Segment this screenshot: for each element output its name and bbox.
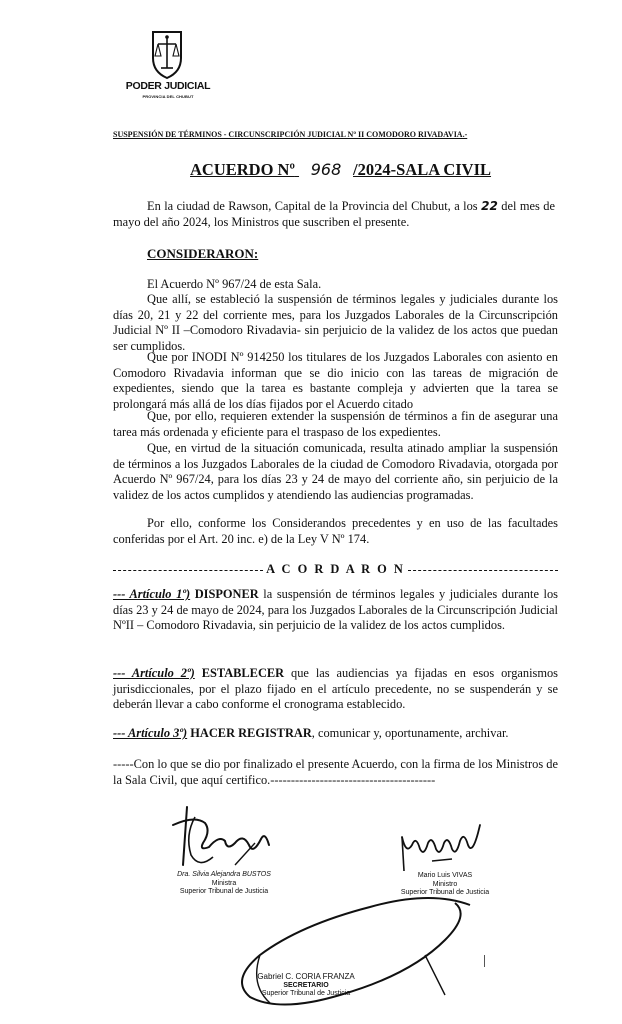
article-2 [113, 666, 558, 713]
article-text: , comunicar y, oportunamente, archivar. [311, 726, 509, 740]
stray-mark [484, 955, 485, 967]
signer-body: Superior Tribunal de Justicia [261, 990, 351, 997]
signer-role: SECRETARIO [283, 981, 329, 989]
intro-paragraph [113, 199, 555, 230]
subject-line: SUSPENSIÓN DE TÉRMINOS - CIRCUNSCRIPCIÓN JUDICIAL Nº II COMODORO RIVADAVIA.- [113, 130, 468, 139]
closing-paragraph: -----Con lo que se dio por finalizado el presente Acuerdo, con la firma de los Ministros de la Sala Civil, que aquí certifico.---------------------------------------- [113, 757, 558, 787]
title-prefix: ACUERDO Nº [190, 160, 295, 179]
consideration-paragraph: Que, por ello, requieren extender la suspensión de términos a fin de asegurar una tarea más ordenada y eficiente para el traspaso de los expedientes. [113, 409, 558, 439]
handwritten-day: 22 [481, 199, 498, 213]
signature-block-coria [252, 973, 360, 999]
considerations-heading: CONSIDERARON: [147, 246, 259, 261]
article-label: --- Artículo 1º) [113, 587, 191, 601]
title-suffix: /2024-SALA CIVIL [353, 160, 492, 179]
divider-line-right [408, 570, 558, 571]
article-keyword: DISPONER [194, 587, 259, 601]
signature-vivas-icon [392, 815, 492, 875]
article-1 [113, 587, 558, 634]
signature-bustos-icon [165, 795, 285, 875]
signer-name: Dra. Silvia Alejandra BUSTOS [177, 871, 271, 878]
consideration-paragraph: Que por INODI Nº 914250 los titulares de los Juzgados Laborales con asiento en Comodoro Rivadavia informan que se dio inicio con las tareas de migración de expedientes, siendo que la tarea es bastante compleja y advierten que la tarea se prolongará más allá de los días fijados por el Acuerdo citado [113, 350, 558, 411]
signer-body: Superior Tribunal de Justicia [400, 889, 490, 896]
signer-body: Superior Tribunal de Justicia [179, 888, 269, 895]
signer-name: Mario Luis VIVAS [417, 872, 473, 879]
article-text: la suspensión de términos legales y judiciales durante los días 23 y 24 de mayo de 2024, para los Juzgados Laborales de la Circunscripción Judicial NºII – Comodoro Rivadavia, sin perjuicio de la validez de los actos cumplidos. [113, 587, 558, 632]
consideration-paragraph: El Acuerdo Nº 967/24 de esta Sala. [147, 277, 322, 291]
article-keyword: HACER REGISTRAR [190, 726, 312, 740]
article-label: --- Artículo 3º) [113, 726, 188, 740]
article-text: que las audiencias ya fijadas en esos organismos jurisdiccionales, por el plazo fijado en el artículo precedente, no se suspenderán y se deberán llevar a cabo conforme el cronograma establecido. [113, 666, 558, 711]
agreed-divider [113, 562, 558, 577]
judicial-scales-logo-icon [147, 28, 187, 80]
signer-name: Gabriel C. CORIA FRANZA [257, 972, 355, 981]
consideration-paragraph: Que allí, se estableció la suspensión de términos legales y judiciales durante los días 20, 21 y 22 del corriente mes, para los Juzgados Laborales de la Circunscripción Judicial Nº II –Comodoro Rivadavia- sin perjuicio de la validez de los actos que puedan ser cumplidos. [113, 292, 558, 353]
article-label: --- Artículo 2º) [113, 666, 195, 680]
intro-text-start: En la ciudad de Rawson, Capital de la Provincia del Chubut, a los [147, 199, 482, 213]
signer-role: Ministra [211, 879, 237, 887]
document-title [190, 160, 491, 180]
article-keyword: ESTABLECER [201, 666, 285, 680]
consideration-paragraph: Que, en virtud de la situación comunicada, resulta atinado ampliar la suspensión de términos a los Juzgados Laborales de la ciudad de Comodoro Rivadavia, otorgada por Acuerdo Nº 967/24, para los días 23 y 24 de mayo del corriente año, sin perjuicio de la validez de los actos cumplidos y atendiendo las audiencias programadas. [113, 441, 558, 502]
divider-line-left [113, 570, 263, 571]
agreement-number: 968 [310, 160, 342, 179]
signer-role: Ministro [432, 880, 458, 888]
agreed-heading: A C O R D A R O N [266, 562, 405, 576]
consideration-paragraph: Por ello, conforme los Considerandos precedentes y en uso de las facultades conferidas por el Art. 20 inc. e) de la Ley V Nº 174. [113, 516, 558, 546]
article-3 [113, 726, 558, 742]
org-name: PODER JUDICIAL [125, 80, 211, 92]
org-subtitle: PROVINCIA DEL CHUBUT [142, 94, 194, 99]
intro-text-end: del mes de mayo del año 2024, los Ministros que suscriben el presente. [113, 199, 555, 229]
